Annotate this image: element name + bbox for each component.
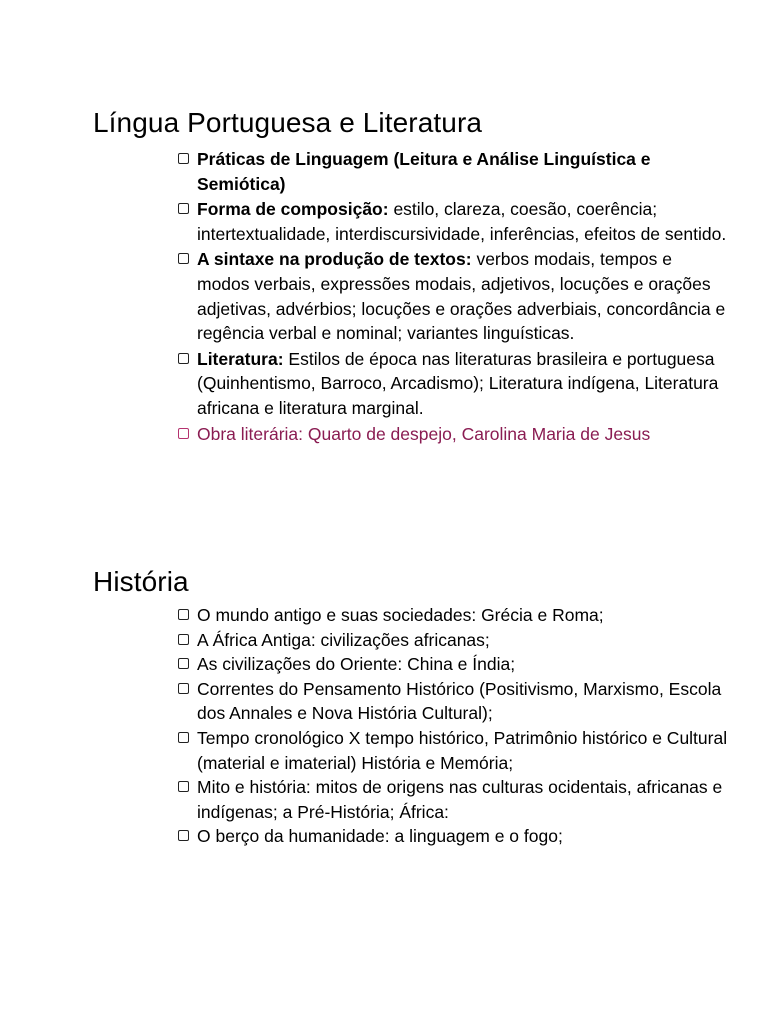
checkbox-icon[interactable] (178, 732, 189, 743)
item-bold-label: Forma de composição: (197, 199, 389, 220)
item-text: O mundo antigo e suas sociedades: Grécia e Roma; (197, 605, 604, 625)
list-item (0, 247, 768, 345)
checkbox-icon[interactable] (178, 781, 189, 792)
item-bold-label: Literatura: (197, 348, 284, 369)
checkbox-icon[interactable] (178, 353, 189, 364)
checkbox-icon[interactable] (178, 683, 189, 694)
list-item (0, 775, 768, 824)
list-item (0, 677, 768, 726)
topic-list (0, 147, 768, 446)
checkbox-icon[interactable] (178, 658, 189, 669)
topic-list (0, 603, 768, 849)
list-item (0, 726, 768, 775)
list-item (0, 147, 768, 196)
list-item (0, 628, 768, 653)
item-text: Correntes do Pensamento Histórico (Positivismo, Marxismo, Escola dos Annales e Nova História Cultural); (197, 678, 722, 724)
checkbox-icon[interactable] (178, 428, 189, 439)
item-text: O berço da humanidade: a linguagem e o fogo; (197, 826, 563, 847)
item-text: Obra literária: Quarto de despejo, Carolina Maria de Jesus (197, 423, 651, 444)
item-bold-label: A sintaxe na produção de textos: (197, 249, 472, 270)
checkbox-icon[interactable] (178, 253, 189, 264)
list-item (0, 603, 768, 628)
list-item (0, 824, 768, 849)
item-bold-label: Práticas de Linguagem (Leitura e Análise Linguística e Semiótica) (197, 149, 651, 194)
checkbox-icon[interactable] (178, 634, 189, 645)
item-text: Estilos de época nas literaturas brasileira e portuguesa (Quinhentismo, Barroco, Arcadismo); Literatura indígena, Literatura africana e literatura marginal. (197, 348, 719, 418)
section-historia (0, 564, 768, 849)
checkbox-icon[interactable] (178, 203, 189, 214)
list-item (0, 652, 768, 677)
item-text: verbos modais, tempos e modos verbais, expressões modais, adjetivos, locuções e orações adjetivas, advérbios; locuções e orações adverbiais, concordância e regência verbal e nominal; variantes linguísticas. (197, 249, 726, 344)
checkbox-icon[interactable] (178, 830, 189, 841)
item-text: A África Antiga: civilizações africanas; (197, 629, 490, 650)
section-heading: História (93, 566, 189, 597)
list-item-highlighted (0, 422, 768, 447)
list-item (0, 197, 768, 246)
section-lingua-portuguesa (0, 105, 768, 447)
list-item (0, 347, 768, 421)
item-text: As civilizações do Oriente: China e Índia; (197, 654, 516, 675)
item-text: estilo, clareza, coesão, coerência; intertextualidade, interdiscursividade, inferências, efeitos de sentido. (197, 199, 727, 244)
item-text: Tempo cronológico X tempo histórico, Patrimônio histórico e Cultural (material e imaterial) História e Memória; (197, 727, 728, 773)
item-text: Mito e história: mitos de origens nas culturas ocidentais, africanas e indígenas; a Pré-História; África: (197, 777, 723, 822)
section-heading: Língua Portuguesa e Literatura (93, 107, 483, 138)
checkbox-icon[interactable] (178, 609, 189, 620)
checkbox-icon[interactable] (178, 153, 189, 164)
